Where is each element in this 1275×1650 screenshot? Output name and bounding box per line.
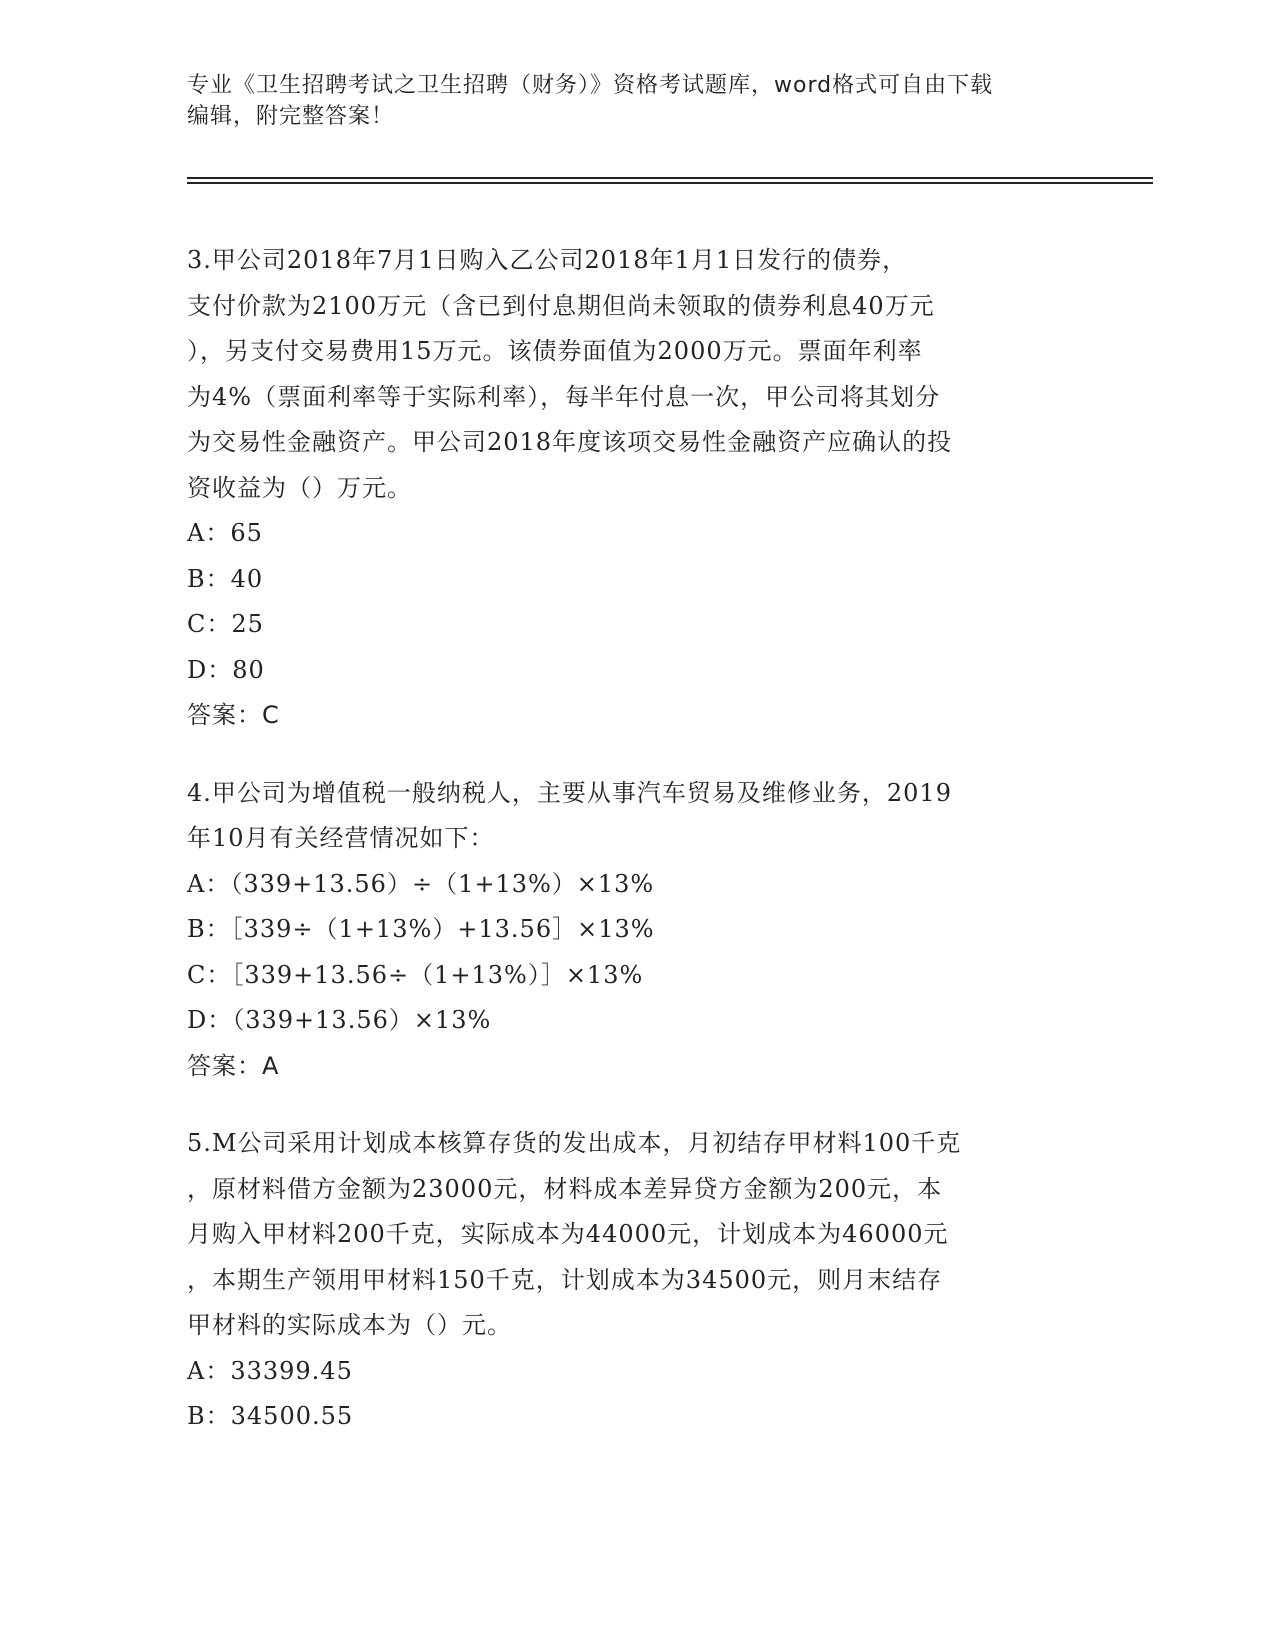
stem-line: 为4%（票面利率等于实际利率），每半年付息一次，甲公司将其划分 — [187, 382, 941, 411]
option-b: B：40 — [187, 564, 264, 593]
option-a: A：（339+13.56）÷（1+13%）×13% — [187, 869, 655, 898]
option-a: A：33399.45 — [187, 1356, 353, 1385]
stem-line: 4.甲公司为增值税一般纳税人，主要从事汽车贸易及维修业务，2019 — [187, 778, 952, 807]
header-line-1: 专业《卫生招聘考试之卫生招聘（财务）》资格考试题库，word格式可自由下载 — [187, 73, 994, 98]
stem-line: 为交易性金融资产。甲公司2018年度该项交易性金融资产应确认的投 — [187, 428, 953, 456]
option-c: C：［339+13.56÷（1+13%）］×13% — [187, 960, 644, 989]
stem-line: 3.甲公司2018年7月1日购入乙公司2018年1月1日发行的债券， — [187, 246, 908, 274]
question-stem — [187, 1121, 1087, 1349]
stem-line: ，本期生产领用甲材料150千克，计划成本为34500元，则月末结存 — [187, 1265, 943, 1294]
option-b: B：［339÷（1+13%）+13.56］×13% — [187, 915, 655, 943]
answer-line: 答案：A — [187, 1051, 280, 1080]
stem-line: 资收益为（）万元。 — [187, 473, 412, 502]
stem-line: ，原材料借方金额为23000元，材料成本差异贷方金额为200元，本 — [187, 1174, 943, 1203]
document-header — [187, 70, 1087, 132]
header-divider-bottom — [187, 182, 1153, 184]
option-b: B：34500.55 — [187, 1402, 354, 1430]
option-d: D：（339+13.56）×13% — [187, 1006, 492, 1034]
question-list — [187, 238, 1087, 1472]
stem-line: 5.M公司采用计划成本核算存货的发出成本，月初结存甲材料100千克 — [187, 1129, 962, 1157]
option-c: C：25 — [187, 610, 264, 638]
answer-line: 答案：C — [187, 701, 280, 729]
stem-line: ），另支付交易费用15万元。该债券面值为2000万元。票面年利率 — [187, 337, 923, 365]
option-d: D：80 — [187, 655, 265, 684]
question-stem — [187, 238, 1087, 511]
stem-line: 甲材料的实际成本为（）元。 — [187, 1311, 512, 1339]
option-a: A：65 — [187, 519, 263, 547]
header-line-2: 编辑，附完整答案！ — [187, 104, 395, 129]
stem-line: 年10月有关经营情况如下： — [187, 824, 495, 852]
question-stem — [187, 771, 1087, 862]
stem-line: 支付价款为2100万元（含已到付息期但尚未领取的债券利息40万元 — [187, 291, 935, 320]
question-4 — [187, 771, 1087, 1090]
header-divider-top — [187, 177, 1153, 179]
question-3 — [187, 238, 1087, 739]
question-5 — [187, 1121, 1087, 1440]
stem-line: 月购入甲材料200千克，实际成本为44000元，计划成本为46000元 — [187, 1220, 949, 1248]
